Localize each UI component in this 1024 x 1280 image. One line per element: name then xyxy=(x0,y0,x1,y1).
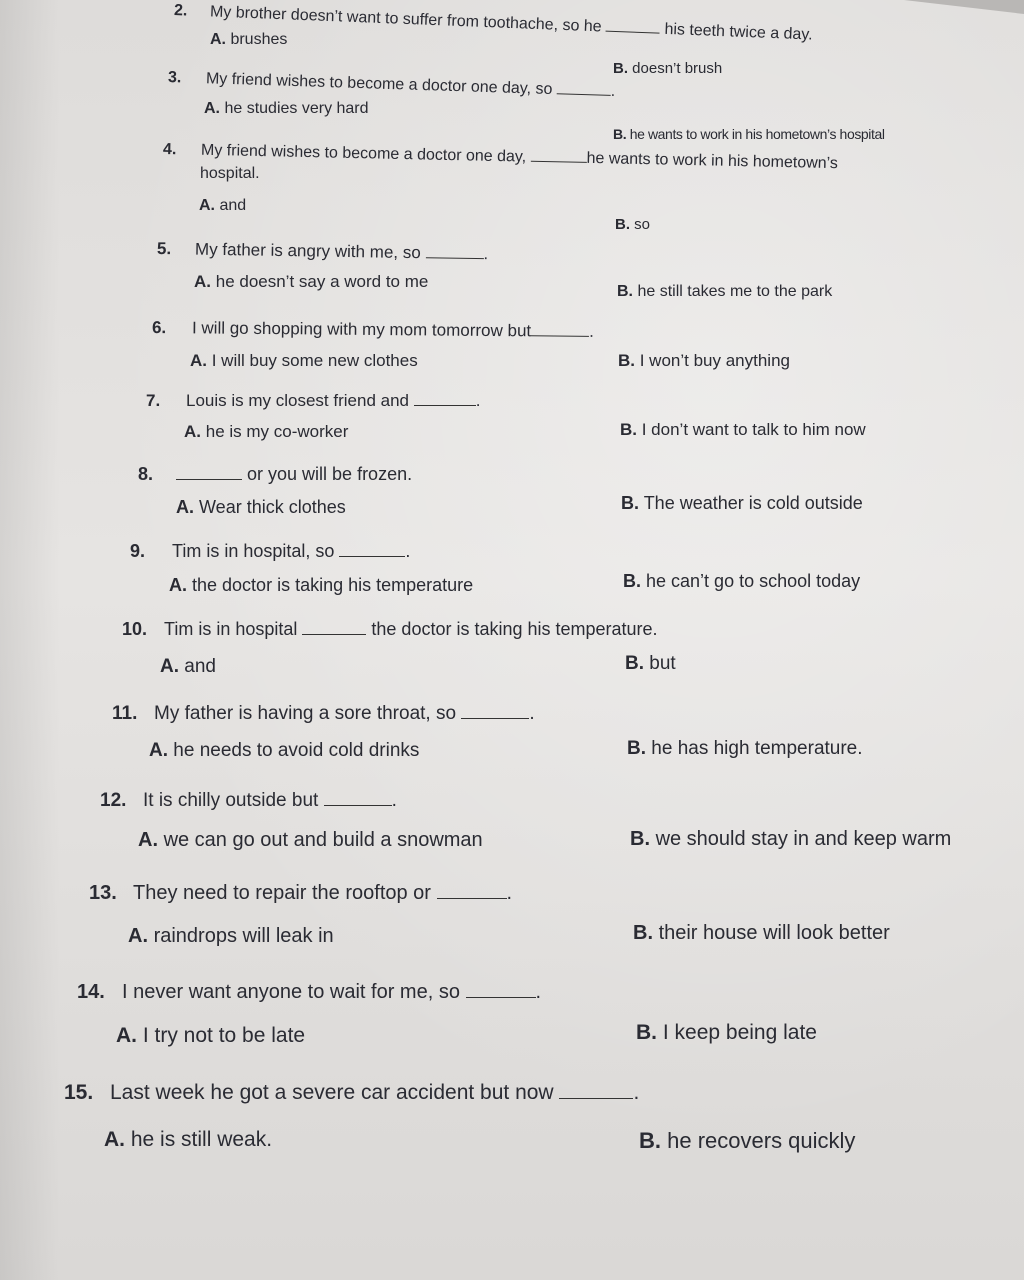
stem-text-after: . xyxy=(391,790,397,811)
question-number: 9. xyxy=(130,541,146,561)
option-letter: A. xyxy=(176,497,194,517)
answer-blank[interactable] xyxy=(176,479,242,480)
option-letter: A. xyxy=(128,925,148,947)
question-number: 8. xyxy=(138,464,154,484)
answer-blank[interactable] xyxy=(557,93,611,96)
question-stem xyxy=(100,790,397,812)
option-letter: B. xyxy=(621,493,639,513)
stem-continuation: hospital. xyxy=(200,165,260,182)
answer-blank[interactable] xyxy=(530,161,586,163)
option-text: Wear thick clothes xyxy=(199,497,346,517)
option-text: I don’t want to talk to him now xyxy=(641,420,866,439)
question-number: 11. xyxy=(112,703,138,724)
stem-text-before: Tim is in hospital xyxy=(164,619,298,639)
question-stem xyxy=(130,541,410,562)
option-letter: A. xyxy=(116,1024,137,1047)
option-text: doesn’t brush xyxy=(632,60,723,77)
answer-blank[interactable] xyxy=(437,898,507,899)
stem-text-after: he wants to work in his hometown’s xyxy=(586,149,839,173)
option-letter: A. xyxy=(160,656,179,677)
option-a[interactable] xyxy=(160,656,216,678)
option-text: and xyxy=(184,656,216,677)
stem-text-after: . xyxy=(633,1081,640,1104)
stem-text-before: My father is having a sore throat, so xyxy=(154,703,457,724)
answer-blank[interactable] xyxy=(466,997,536,998)
option-letter: A. xyxy=(104,1128,125,1151)
question-stem xyxy=(112,703,535,725)
answer-blank[interactable] xyxy=(339,556,405,557)
option-letter: A. xyxy=(190,351,207,370)
question-number: 14. xyxy=(77,981,105,1003)
answer-blank[interactable] xyxy=(606,31,660,34)
option-b[interactable] xyxy=(620,420,866,440)
option-letter: B. xyxy=(615,216,630,233)
stem-text-before: They need to repair the rooftop or xyxy=(133,882,431,904)
option-letter: A. xyxy=(210,31,226,48)
page-corner xyxy=(904,0,1024,14)
option-text: I keep being late xyxy=(662,1021,817,1044)
question-number: 6. xyxy=(151,318,167,338)
answer-blank[interactable] xyxy=(461,718,529,719)
option-letter: B. xyxy=(618,351,635,370)
option-text: I try not to be late xyxy=(142,1024,306,1047)
option-text: The weather is cold outside xyxy=(643,493,863,513)
option-text: he is my co-worker xyxy=(205,422,349,441)
stem-text-after: the doctor is taking his temperature. xyxy=(371,619,658,639)
option-text: he is still weak. xyxy=(130,1128,273,1151)
option-text: he doesn’t say a word to me xyxy=(215,272,429,291)
option-letter: B. xyxy=(613,126,627,142)
option-a[interactable] xyxy=(190,351,418,371)
option-a[interactable] xyxy=(184,422,348,442)
option-letter: A. xyxy=(169,575,187,595)
option-text: we should stay in and keep warm xyxy=(655,828,952,850)
option-a[interactable] xyxy=(128,925,334,948)
option-text: and xyxy=(219,197,247,214)
option-letter: B. xyxy=(633,922,653,944)
option-b[interactable] xyxy=(615,216,650,233)
stem-text-after: . xyxy=(405,541,411,561)
question-number: 7. xyxy=(146,391,161,410)
option-text: he can’t go to school today xyxy=(646,571,861,591)
option-b[interactable] xyxy=(627,738,863,760)
question-stem xyxy=(152,318,594,342)
option-a[interactable] xyxy=(194,272,428,292)
question-number: 3. xyxy=(167,69,182,87)
stem-text-after: . xyxy=(529,703,535,724)
option-b[interactable] xyxy=(630,828,951,851)
option-a[interactable] xyxy=(199,197,246,215)
question-stem xyxy=(64,1081,639,1105)
option-text: he needs to avoid cold drinks xyxy=(173,740,420,761)
option-text: but xyxy=(649,653,676,674)
option-a[interactable] xyxy=(169,575,473,596)
stem-text-before: I never want anyone to wait for me, so xyxy=(122,981,460,1003)
option-a[interactable] xyxy=(138,829,483,852)
option-text: he has high temperature. xyxy=(651,738,863,759)
option-a[interactable] xyxy=(210,31,287,49)
answer-blank[interactable] xyxy=(414,405,476,406)
stem-text-before: My friend wishes to become a doctor one day, so xyxy=(205,70,553,99)
option-b[interactable] xyxy=(618,351,790,371)
question-number: 13. xyxy=(89,882,117,904)
question-number: 5. xyxy=(156,239,172,259)
option-b[interactable] xyxy=(613,60,722,77)
option-text: he still takes me to the park xyxy=(637,283,833,300)
stem-text-before: My brother doesn’t want to suffer from toothache, so he xyxy=(209,3,602,36)
option-letter: B. xyxy=(617,283,633,300)
option-letter: A. xyxy=(184,422,201,441)
option-text: the doctor is taking his temperature xyxy=(192,575,474,595)
option-a[interactable] xyxy=(104,1128,272,1152)
option-text: he wants to work in his hometown’s hospital xyxy=(629,126,885,142)
answer-blank[interactable] xyxy=(324,805,392,806)
option-text: I will buy some new clothes xyxy=(211,351,418,370)
option-b[interactable] xyxy=(623,571,860,592)
option-letter: B. xyxy=(639,1128,661,1153)
option-b[interactable] xyxy=(613,126,885,142)
option-letter: A. xyxy=(149,740,168,761)
stem-text-after: . xyxy=(535,981,542,1003)
stem-text-before: Last week he got a severe car accident but now xyxy=(110,1081,554,1104)
option-text: he recovers quickly xyxy=(667,1128,856,1153)
option-b[interactable] xyxy=(625,653,676,675)
option-b[interactable] xyxy=(636,1021,817,1045)
question-stem xyxy=(77,981,541,1004)
question-number: 15. xyxy=(64,1081,94,1104)
stem-text-after: . xyxy=(589,321,594,341)
question-stem xyxy=(168,69,616,101)
stem-text-after: . xyxy=(483,244,489,264)
option-a[interactable] xyxy=(176,497,346,518)
answer-blank[interactable] xyxy=(559,1098,633,1099)
question-number: 4. xyxy=(162,141,177,159)
option-b[interactable] xyxy=(633,922,890,945)
option-a[interactable] xyxy=(149,740,419,762)
stem-text-before: My friend wishes to become a doctor one day, xyxy=(200,141,527,166)
option-text: we can go out and build a snowman xyxy=(163,829,483,851)
question-stem xyxy=(146,391,480,411)
option-letter: B. xyxy=(625,653,644,674)
option-letter: A. xyxy=(194,272,211,291)
option-letter: A. xyxy=(204,100,220,117)
option-letter: B. xyxy=(623,571,641,591)
option-letter: B. xyxy=(620,420,637,439)
question-stem xyxy=(157,239,489,264)
option-letter: A. xyxy=(138,829,158,851)
stem-text-after: . xyxy=(475,391,481,410)
question-stem xyxy=(163,141,838,173)
stem-text-after: or you will be frozen. xyxy=(247,464,413,484)
stem-text-before: I will go shopping with my mom tomorrow but xyxy=(191,318,532,341)
stem-text-after: his teeth twice a day. xyxy=(664,20,813,44)
option-text: I won’t buy anything xyxy=(639,351,790,370)
question-stem xyxy=(89,882,512,905)
option-letter: B. xyxy=(636,1021,657,1044)
stem-text-before: It is chilly outside but xyxy=(143,790,319,811)
option-a[interactable] xyxy=(204,100,369,118)
answer-blank[interactable] xyxy=(531,335,589,337)
option-b[interactable] xyxy=(639,1128,855,1154)
question-stem xyxy=(122,619,658,640)
option-letter: B. xyxy=(627,738,646,759)
stem-text-before: Tim is in hospital, so xyxy=(172,541,335,561)
stem-text-before: My father is angry with me, so xyxy=(194,239,421,263)
question-number: 10. xyxy=(122,619,148,639)
stem-text-after: . xyxy=(610,82,616,101)
option-a[interactable] xyxy=(116,1024,305,1048)
question-stem xyxy=(138,464,412,485)
answer-blank[interactable] xyxy=(425,257,483,259)
option-letter: B. xyxy=(613,60,628,77)
stem-text-before: Louis is my closest friend and xyxy=(186,391,409,410)
answer-blank[interactable] xyxy=(302,634,366,635)
option-text: raindrops will leak in xyxy=(153,925,334,947)
stem-text-after: . xyxy=(506,882,513,904)
option-text: he studies very hard xyxy=(224,100,369,117)
option-letter: B. xyxy=(630,828,650,850)
option-text: their house will look better xyxy=(658,922,890,944)
option-text: so xyxy=(634,216,651,233)
option-b[interactable] xyxy=(621,493,863,514)
option-text: brushes xyxy=(230,31,288,48)
question-number: 2. xyxy=(173,2,188,20)
option-b[interactable] xyxy=(617,283,832,301)
option-letter: A. xyxy=(199,197,215,214)
question-number: 12. xyxy=(100,790,127,811)
